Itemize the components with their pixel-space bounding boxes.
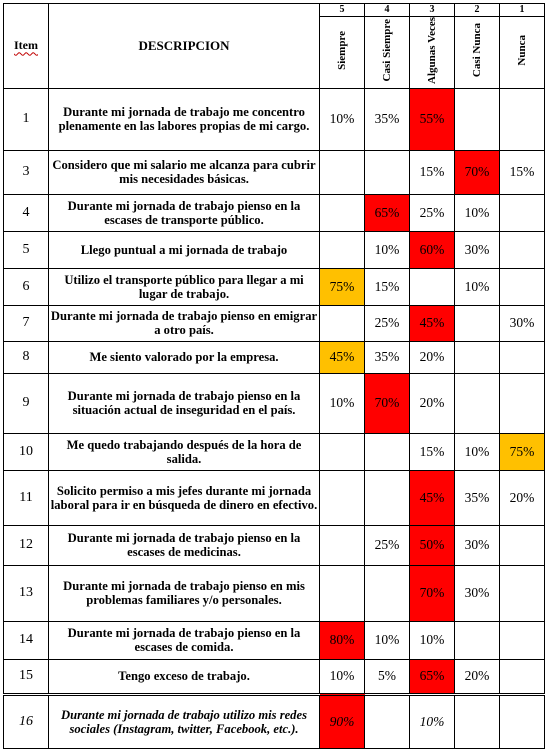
item-column-header: Item [4,4,49,89]
item-number: 15 [4,659,49,694]
percent-cell-nunca [500,659,545,694]
percent-cell-algunas-veces: 65% [410,659,455,694]
table-row [4,268,545,305]
item-number: 11 [4,470,49,525]
item-number: 8 [4,341,49,373]
percent-cell-algunas-veces: 10% [410,621,455,659]
percent-cell-algunas-veces [410,268,455,305]
percent-cell-nunca: 30% [500,305,545,341]
percent-cell-nunca [500,268,545,305]
column-header-siempre: Siempre [320,17,365,89]
percent-cell-casi-nunca: 20% [455,659,500,694]
item-number: 4 [4,194,49,231]
table-row [4,150,545,194]
percent-cell-casi-siempre [365,694,410,748]
percent-cell-casi-nunca: 30% [455,525,500,565]
percent-cell-siempre [320,470,365,525]
item-description: Durante mi jornada de trabajo utilizo mis redes sociales (Instagram, twitter, Facebook, etc.). [49,694,320,748]
percent-cell-casi-siempre: 15% [365,268,410,305]
percent-cell-casi-siempre [365,433,410,470]
percent-cell-nunca [500,194,545,231]
scale-number-5: 5 [320,4,365,17]
percent-cell-casi-siempre: 35% [365,341,410,373]
percent-cell-casi-siempre [365,565,410,621]
table-row [4,433,545,470]
percent-cell-casi-siempre: 35% [365,88,410,150]
table-row [4,194,545,231]
percent-cell-algunas-veces: 60% [410,231,455,268]
percent-cell-nunca: 15% [500,150,545,194]
percent-cell-nunca: 75% [500,433,545,470]
percent-cell-nunca [500,231,545,268]
percent-cell-casi-nunca [455,88,500,150]
percent-cell-casi-nunca [455,621,500,659]
column-header-algunas-veces: Algunas Veces [410,17,455,89]
percent-cell-siempre [320,305,365,341]
column-header-casi-siempre: Casi Siempre [365,17,410,89]
item-description: Utilizo el transporte público para llegar a mi lugar de trabajo. [49,268,320,305]
item-description: Durante mi jornada de trabajo me concentro plenamente en las labores propias de mi cargo. [49,88,320,150]
survey-results-table [3,3,545,749]
percent-cell-casi-nunca: 70% [455,150,500,194]
percent-cell-nunca [500,565,545,621]
item-description: Llego puntual a mi jornada de trabajo [49,231,320,268]
table-row [4,525,545,565]
percent-cell-algunas-veces: 70% [410,565,455,621]
percent-cell-casi-nunca: 10% [455,194,500,231]
percent-cell-nunca [500,341,545,373]
item-description: Durante mi jornada de trabajo pienso en mis problemas familiares y/o personales. [49,565,320,621]
percent-cell-casi-nunca: 30% [455,231,500,268]
scale-number-row [4,4,545,17]
percent-cell-casi-nunca: 30% [455,565,500,621]
description-column-header: DESCRIPCION [49,4,320,89]
percent-cell-nunca [500,525,545,565]
percent-cell-nunca [500,373,545,433]
percent-cell-nunca: 20% [500,470,545,525]
percent-cell-algunas-veces: 10% [410,694,455,748]
percent-cell-algunas-veces: 20% [410,373,455,433]
percent-cell-casi-nunca: 35% [455,470,500,525]
table-row [4,565,545,621]
percent-cell-algunas-veces: 15% [410,150,455,194]
percent-cell-casi-nunca [455,373,500,433]
percent-cell-siempre [320,433,365,470]
percent-cell-casi-siempre: 10% [365,621,410,659]
percent-cell-algunas-veces: 50% [410,525,455,565]
table-row [4,341,545,373]
scale-number-1: 1 [500,4,545,17]
percent-cell-casi-nunca: 10% [455,268,500,305]
percent-cell-casi-siempre: 70% [365,373,410,433]
item-description: Durante mi jornada de trabajo pienso en emigrar a otro país. [49,305,320,341]
item-description: Solicito permiso a mis jefes durante mi jornada laboral para ir en búsqueda de dinero en efectivo. [49,470,320,525]
percent-cell-nunca [500,621,545,659]
percent-cell-casi-siempre: 5% [365,659,410,694]
column-header-casi-nunca: Casi Nunca [455,17,500,89]
percent-cell-casi-siempre [365,150,410,194]
percent-cell-siempre: 80% [320,621,365,659]
percent-cell-casi-nunca [455,694,500,748]
percent-cell-siempre [320,150,365,194]
percent-cell-casi-nunca [455,305,500,341]
percent-cell-siempre [320,525,365,565]
scale-number-4: 4 [365,4,410,17]
item-description: Considero que mi salario me alcanza para cubrir mis necesidades básicas. [49,150,320,194]
item-number: 7 [4,305,49,341]
item-number: 16 [4,694,49,748]
percent-cell-algunas-veces: 15% [410,433,455,470]
percent-cell-casi-siempre: 65% [365,194,410,231]
item-number: 12 [4,525,49,565]
percent-cell-siempre [320,231,365,268]
table-row [4,231,545,268]
percent-cell-algunas-veces: 45% [410,305,455,341]
table-row [4,621,545,659]
item-description: Durante mi jornada de trabajo pienso en la escases de comida. [49,621,320,659]
item-number: 14 [4,621,49,659]
table-row [4,694,545,748]
percent-cell-siempre [320,194,365,231]
table-row [4,373,545,433]
percent-cell-algunas-veces: 25% [410,194,455,231]
percent-cell-casi-siempre: 25% [365,305,410,341]
item-description: Tengo exceso de trabajo. [49,659,320,694]
percent-cell-algunas-veces: 55% [410,88,455,150]
table-row [4,470,545,525]
table-row [4,305,545,341]
percent-cell-siempre: 75% [320,268,365,305]
item-number: 5 [4,231,49,268]
percent-cell-siempre: 10% [320,659,365,694]
percent-cell-siempre: 10% [320,88,365,150]
item-number: 3 [4,150,49,194]
percent-cell-siempre: 90% [320,694,365,748]
percent-cell-siempre: 45% [320,341,365,373]
percent-cell-nunca [500,88,545,150]
percent-cell-algunas-veces: 20% [410,341,455,373]
table-row [4,659,545,694]
column-header-nunca: Nunca [500,17,545,89]
percent-cell-siempre: 10% [320,373,365,433]
scale-number-2: 2 [455,4,500,17]
percent-cell-casi-nunca [455,341,500,373]
item-number: 1 [4,88,49,150]
item-number: 9 [4,373,49,433]
percent-cell-algunas-veces: 45% [410,470,455,525]
percent-cell-casi-siempre: 25% [365,525,410,565]
table-body [4,88,545,748]
scale-number-3: 3 [410,4,455,17]
item-description: Durante mi jornada de trabajo pienso en la situación actual de inseguridad en el país. [49,373,320,433]
percent-cell-casi-siempre [365,470,410,525]
percent-cell-nunca [500,694,545,748]
item-description: Me quedo trabajando después de la hora de salida. [49,433,320,470]
item-description: Durante mi jornada de trabajo pienso en la escases de medicinas. [49,525,320,565]
item-description: Me siento valorado por la empresa. [49,341,320,373]
percent-cell-casi-siempre: 10% [365,231,410,268]
item-number: 13 [4,565,49,621]
percent-cell-siempre [320,565,365,621]
item-number: 10 [4,433,49,470]
percent-cell-casi-nunca: 10% [455,433,500,470]
item-description: Durante mi jornada de trabajo pienso en la escases de transporte público. [49,194,320,231]
item-number: 6 [4,268,49,305]
table-row [4,88,545,150]
